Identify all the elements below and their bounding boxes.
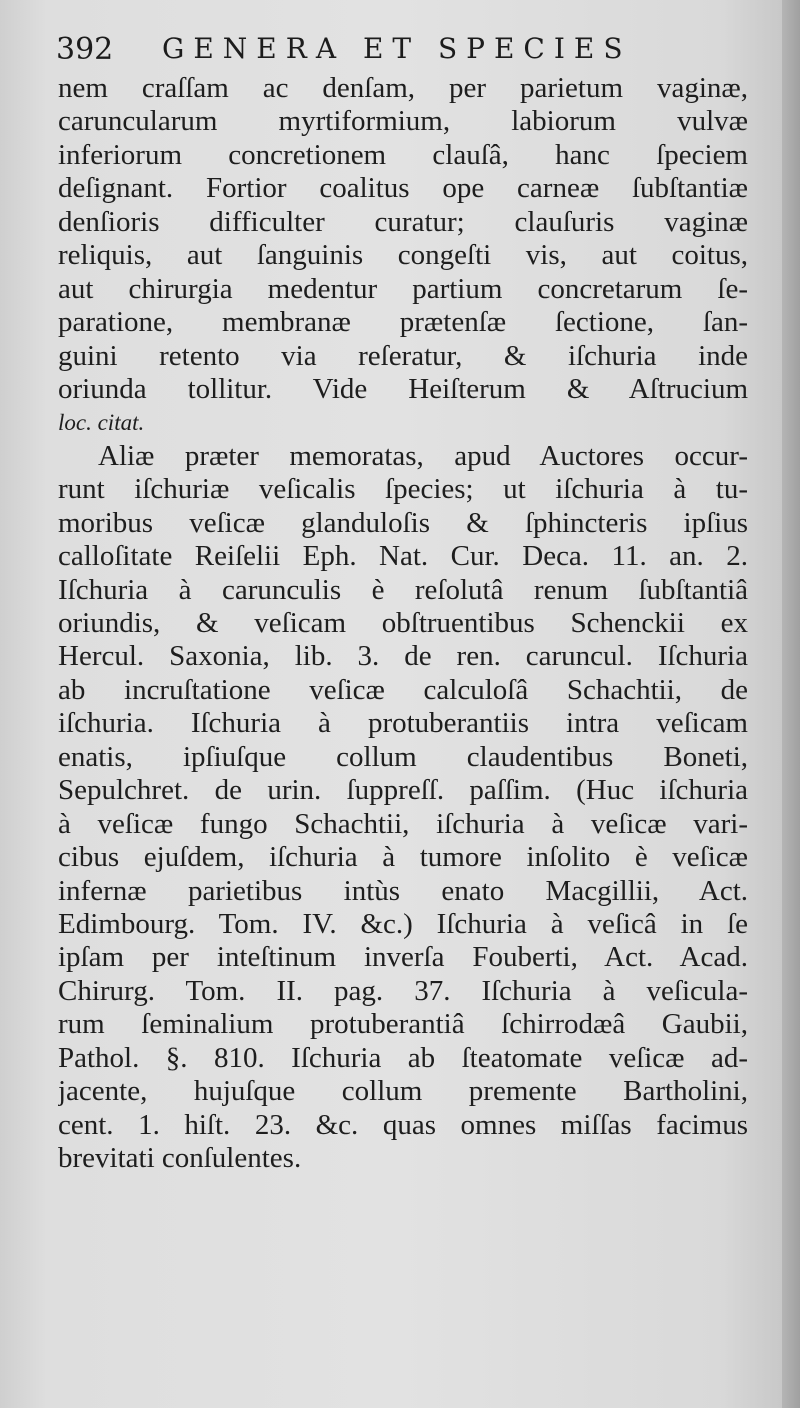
text-line: oriunda tollitur. Vide Heiſterum & Aſtrucium: [58, 372, 748, 405]
text-line: caruncularum myrtiformium, labiorum vulvæ: [58, 105, 748, 138]
text-line: calloſitate Reiſelii Eph. Nat. Cur. Deca. 11. an. 2.: [58, 540, 748, 573]
text-line: aut chirurgia medentur partium concretarum ſe-: [58, 272, 748, 305]
text-line: Pathol. §. 810. Iſchuria ab ſteatomate veſicæ ad-: [58, 1041, 748, 1074]
page-number: 392: [56, 32, 114, 67]
text-line: nem craſſam ac denſam, per parietum vaginæ,: [58, 72, 748, 104]
text-line: oriundis, & veſicam obſtruentibus Schenckii ex: [58, 607, 748, 639]
page-edge-shadow: [782, 0, 800, 1408]
text-line: paratione, membranæ prætenſæ ſectione, ſan-: [58, 306, 748, 339]
text-line: Chirurg. Tom. II. pag. 37. Iſchuria à veſicula-: [58, 974, 748, 1007]
text-line: à veſicæ fungo Schachtii, iſchuria à veſicæ vari-: [58, 807, 748, 840]
text-line: moribus veſicæ glanduloſis & ſphincteris ipſius: [58, 506, 748, 539]
page-header: [56, 26, 746, 72]
text-line: cent. 1. hiſt. 23. &c. quas omnes miſſas facimus: [58, 1108, 748, 1141]
text-line: guini retento via reſeratur, & iſchuria inde: [58, 339, 748, 372]
text-line: ipſam per inteſtinum inverſa Fouberti, Act. Acad.: [58, 941, 748, 974]
text-line: jacente, hujuſque collum premente Bartholini,: [58, 1075, 748, 1108]
running-head: GENERA ET SPECIES: [162, 32, 632, 65]
text-line: Edimbourg. Tom. IV. &c.) Iſchuria à veſicâ in ſe: [58, 907, 748, 940]
text-line: loc. citat.: [58, 410, 145, 436]
text-line: denſioris difficulter curatur; clauſuris vaginæ: [58, 205, 748, 238]
text-line: reliquis, aut ſanguinis congeſti vis, aut coitus,: [58, 239, 748, 272]
text-line: cibus ejuſdem, iſchuria à tumore inſolito è veſicæ: [58, 841, 748, 874]
text-line: ab incruſtatione veſicæ calculoſâ Schachtii, de: [58, 673, 748, 706]
text-line: enatis, ipſiuſque collum claudentibus Boneti,: [58, 740, 748, 773]
paragraph-start-line: Aliæ præter memoratas, apud Auctores occur-: [98, 439, 748, 472]
text-line: brevitati conſulentes.: [58, 1142, 302, 1174]
text-line: iſchuria. Iſchuria à protuberantiis intra veſicam: [58, 707, 748, 740]
text-line: infernæ parietibus intùs enato Macgillii, Act.: [58, 874, 748, 907]
text-line: Hercul. Saxonia, lib. 3. de ren. caruncul. Iſchuria: [58, 640, 748, 673]
body-text: [58, 72, 748, 1175]
text-line: runt iſchuriæ veſicalis ſpecies; ut iſchuria à tu-: [58, 473, 748, 506]
text-line: Sepulchret. de urin. ſuppreſſ. paſſim. (Huc iſchuria: [58, 774, 748, 807]
text-line: Iſchuria à carunculis è reſolutâ renum ſubſtantiâ: [58, 573, 748, 606]
text-line: inferiorum concretionem clauſâ, hanc ſpeciem: [58, 138, 748, 171]
text-line: deſignant. Fortior coalitus ope carneæ ſubſtantiæ: [58, 172, 748, 205]
text-line: rum ſeminalium protuberantiâ ſchirrodæâ Gaubii,: [58, 1008, 748, 1041]
